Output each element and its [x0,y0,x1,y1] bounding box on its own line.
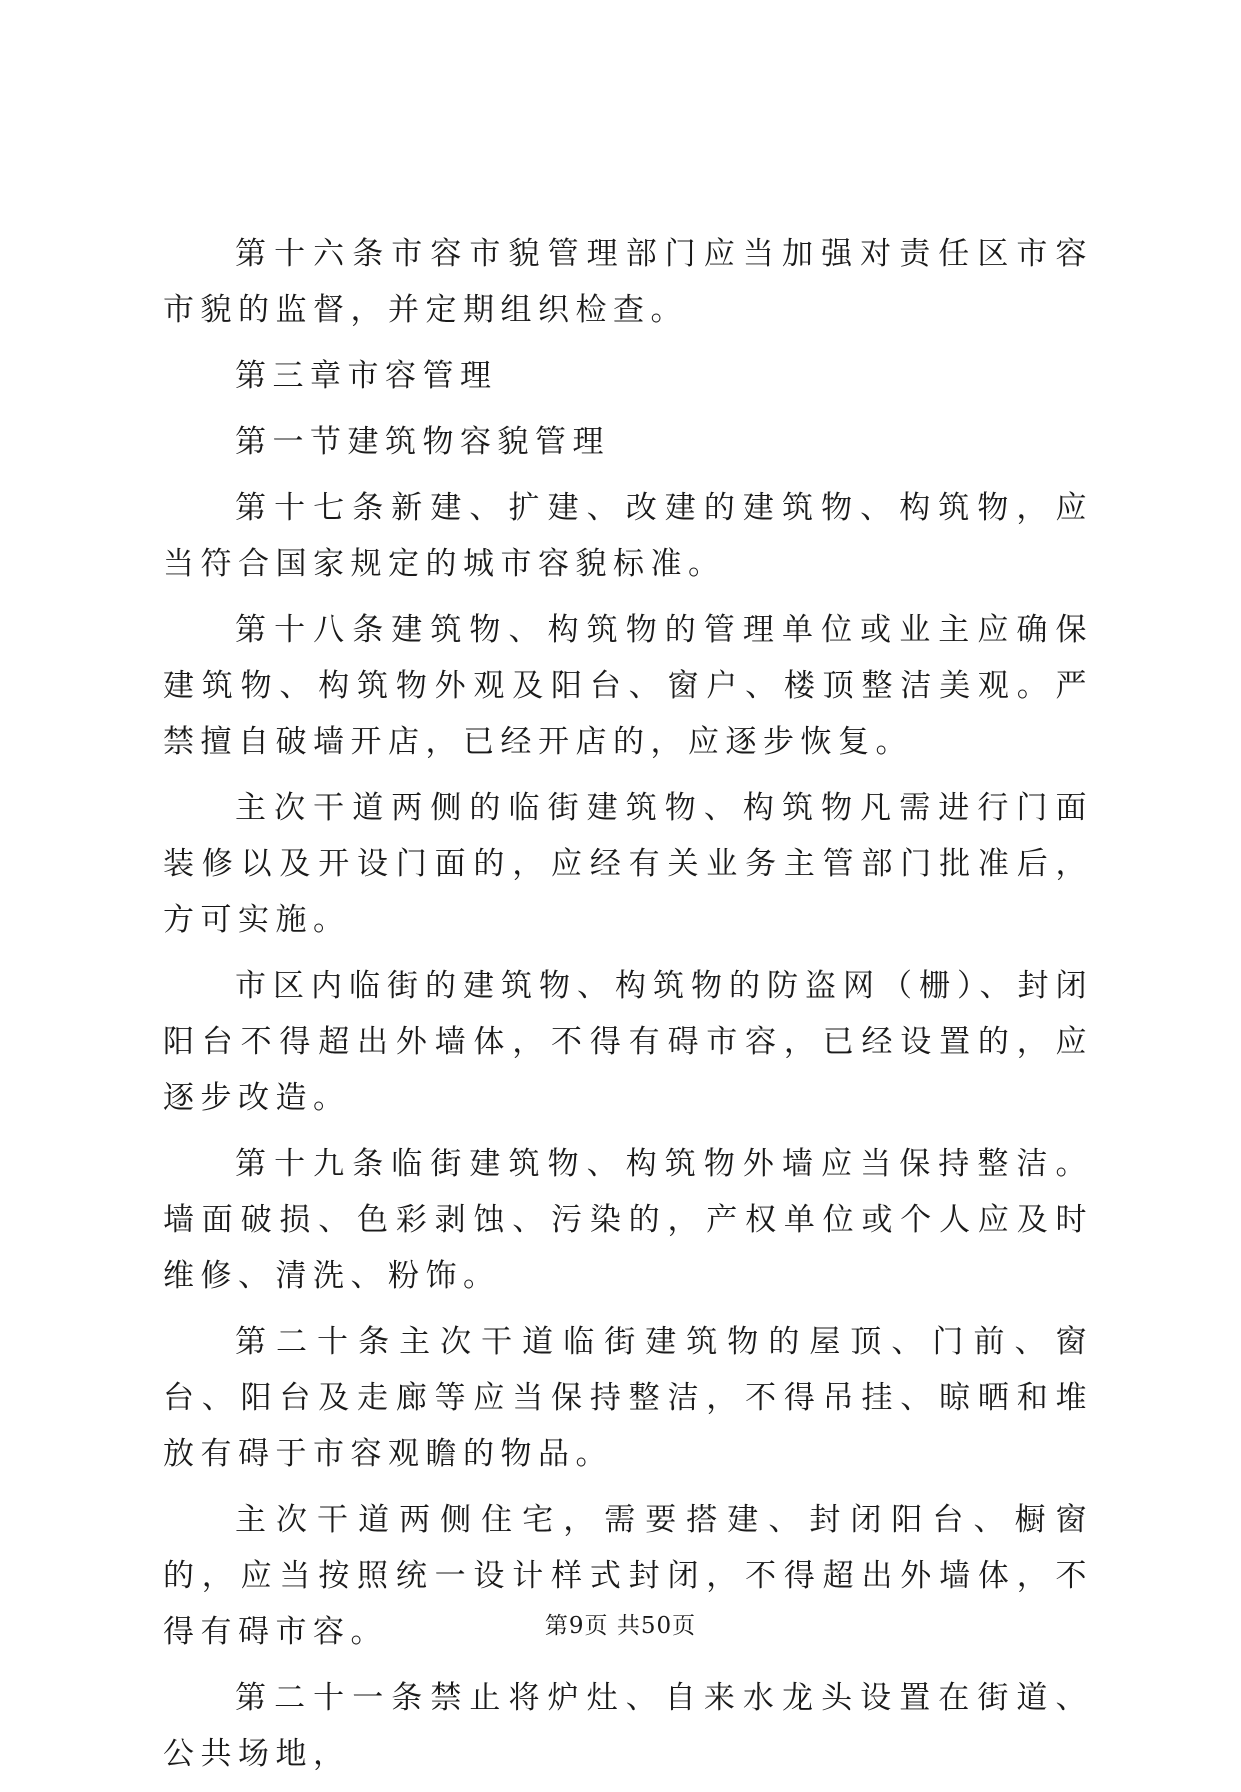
section-heading: 第一节建筑物容貌管理 [235,424,610,460]
paragraph-article-19: 第十九条临街建筑物、构筑物外墙应当保持整洁。墙面破损、色彩剥蚀、污染的，产权单位或个人应及时维修、清洗、粉饰。 [163,1146,1093,1294]
paragraph-storefront: 主次干道两侧的临街建筑物、构筑物凡需进行门面装修以及开设门面的，应经有关业务主管部门批准后，方可实施。 [163,790,1093,938]
page-number: 第9页 共50页 [544,1613,697,1639]
chapter-heading: 第三章市容管理 [235,358,498,394]
paragraph-security-grille: 市区内临街的建筑物、构筑物的防盗网（栅）、封闭阳台不得超出外墙体，不得有碍市容，已经设置的，应逐步改造。 [163,968,1093,1116]
paragraph-article-17: 第十七条新建、扩建、改建的建筑物、构筑物，应当符合国家规定的城市容貌标准。 [163,490,1093,582]
document-body [163,226,1093,1792]
paragraph-article-21: 第二十一条禁止将炉灶、自来水龙头设置在街道、公共场地， [163,1680,1093,1772]
paragraph-article-20: 第二十条主次干道临街建筑物的屋顶、门前、窗台、阳台及走廊等应当保持整洁，不得吊挂、晾晒和堆放有碍于市容观瞻的物品。 [163,1324,1093,1472]
paragraph-article-16: 第十六条市容市貌管理部门应当加强对责任区市容市貌的监督，并定期组织检查。 [163,236,1093,328]
paragraph-article-18: 第十八条建筑物、构筑物的管理单位或业主应确保建筑物、构筑物外观及阳台、窗户、楼顶整洁美观。严禁擅自破墙开店，已经开店的，应逐步恢复。 [163,612,1093,760]
paragraph-residential: 主次干道两侧住宅，需要搭建、封闭阳台、橱窗的，应当按照统一设计样式封闭，不得超出外墙体，不得有碍市容。 [163,1502,1093,1650]
